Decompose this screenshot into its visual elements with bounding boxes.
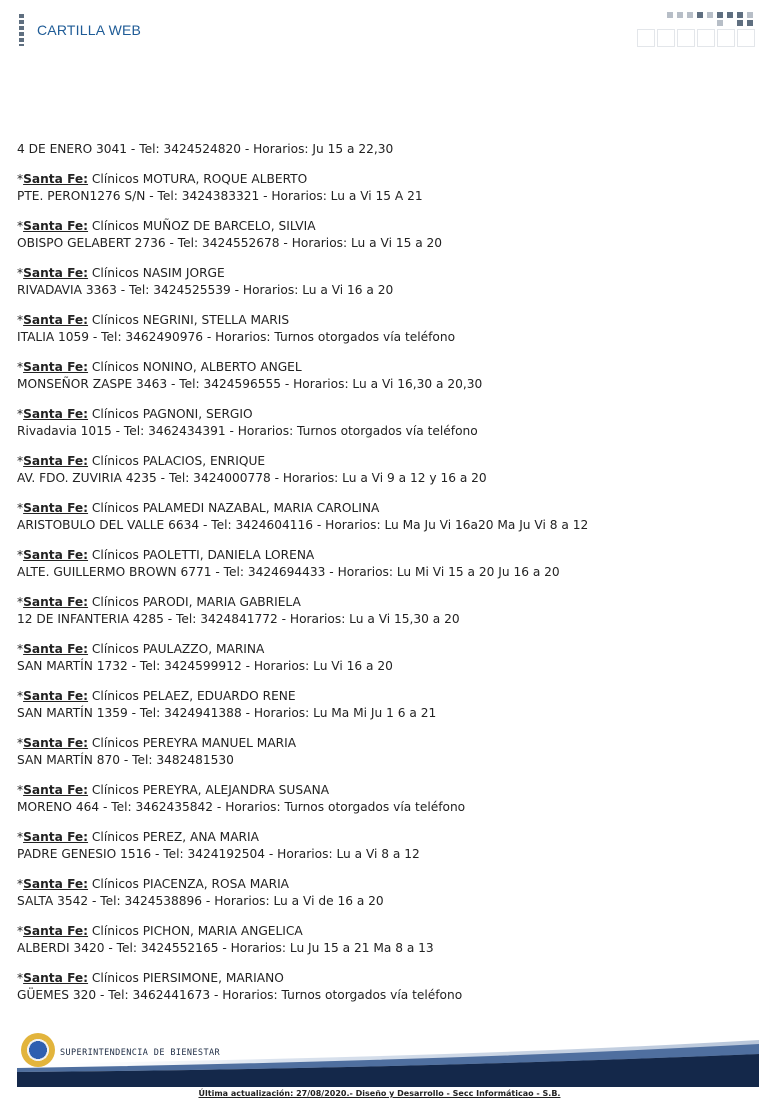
entry-bullet: * [17, 266, 24, 280]
entry-detail: RIVADAVIA 3363 - Tel: 3424525539 - Horarios: Lu a Vi 16 a 20 [17, 283, 394, 297]
entry-provider-name: PARODI, MARIA GABRIELA [142, 595, 301, 609]
entry-specialty: Clínicos [91, 454, 139, 468]
entry-heading [17, 876, 747, 893]
entry-bullet: * [17, 454, 24, 468]
entry-location: Santa Fe: [23, 595, 89, 609]
entry-heading [17, 453, 747, 470]
entry-location: Santa Fe: [23, 736, 89, 750]
entry-provider-name: PALAMEDI NAZABAL, MARIA CAROLINA [142, 501, 380, 515]
entry-bullet: * [17, 877, 24, 891]
entry-provider-name: PELAEZ, EDUARDO RENE [142, 689, 296, 703]
entry-location: Santa Fe: [23, 924, 89, 938]
entry-provider-name: PEREZ, ANA MARIA [142, 830, 259, 844]
entry-heading [17, 547, 747, 564]
entry-detail: ALTE. GUILLERMO BROWN 6771 - Tel: 3424694433 - Horarios: Lu Mi Vi 15 a 20 Ju 16 a 20 [17, 565, 560, 579]
page-title: CARTILLA WEB [37, 22, 142, 38]
entry-provider-name: PIACENZA, ROSA MARIA [142, 877, 290, 891]
entry-detail: 12 DE INFANTERIA 4285 - Tel: 3424841772 - Horarios: Lu a Vi 15,30 a 20 [17, 612, 460, 626]
entry-specialty: Clínicos [91, 313, 139, 327]
list-item [17, 547, 747, 581]
list-item [17, 641, 747, 675]
entry-specialty: Clínicos [91, 360, 139, 374]
entry-bullet: * [17, 501, 24, 515]
entry-provider-name: NEGRINI, STELLA MARIS [142, 313, 290, 327]
entry-detail: SALTA 3542 - Tel: 3424538896 - Horarios: Lu a Vi de 16 a 20 [17, 894, 384, 908]
entry-bullet: * [17, 360, 24, 374]
list-item [17, 218, 747, 252]
entry-heading [17, 594, 747, 611]
brand-bar-icon [19, 14, 24, 46]
list-item [17, 970, 747, 1004]
entry-heading [17, 641, 747, 658]
entry-detail: MONSEÑOR ZASPE 3463 - Tel: 3424596555 - Horarios: Lu a Vi 16,30 a 20,30 [17, 377, 483, 391]
entry-provider-name: PIERSIMONE, MARIANO [142, 971, 284, 985]
entry-location: Santa Fe: [23, 172, 89, 186]
entry-detail: PTE. PERON1276 S/N - Tel: 3424383321 - Horarios: Lu a Vi 15 A 21 [17, 189, 423, 203]
entry-location: Santa Fe: [23, 313, 89, 327]
entry-specialty: Clínicos [91, 172, 139, 186]
entry-location: Santa Fe: [23, 642, 89, 656]
entry-location: Santa Fe: [23, 877, 89, 891]
entry-location: Santa Fe: [23, 219, 89, 233]
entry-heading [17, 218, 747, 235]
entry-heading [17, 500, 747, 517]
entry-detail: GÜEMES 320 - Tel: 3462441673 - Horarios: Turnos otorgados vía teléfono [17, 988, 463, 1002]
list-item [17, 453, 747, 487]
entry-specialty: Clínicos [91, 736, 139, 750]
entry-location: Santa Fe: [23, 689, 89, 703]
entry-heading [17, 265, 747, 282]
entry-provider-name: PEREYRA, ALEJANDRA SUSANA [142, 783, 330, 797]
entry-bullet: * [17, 736, 24, 750]
entry-heading [17, 970, 747, 987]
entry-bullet: * [17, 642, 24, 656]
entry-provider-name: PALACIOS, ENRIQUE [142, 454, 266, 468]
list-item [17, 923, 747, 957]
list-item [17, 782, 747, 816]
entry-specialty: Clínicos [91, 971, 139, 985]
entry-specialty: Clínicos [91, 830, 139, 844]
footer-wave-graphic [17, 1030, 759, 1087]
page-header [0, 0, 759, 60]
entry-detail: AV. FDO. ZUVIRIA 4235 - Tel: 3424000778 - Horarios: Lu a Vi 9 a 12 y 16 a 20 [17, 471, 487, 485]
entry-provider-name: PAULAZZO, MARINA [142, 642, 265, 656]
entry-specialty: Clínicos [91, 924, 139, 938]
entry-specialty: Clínicos [91, 407, 139, 421]
entry-location: Santa Fe: [23, 971, 89, 985]
entry-bullet: * [17, 595, 24, 609]
entry-provider-name: NASIM JORGE [142, 266, 225, 280]
entry-location: Santa Fe: [23, 360, 89, 374]
list-item [17, 829, 747, 863]
list-item [17, 312, 747, 346]
entry-heading [17, 171, 747, 188]
list-item [17, 171, 747, 205]
provider-listing [17, 141, 747, 1017]
entry-specialty: Clínicos [91, 642, 139, 656]
entry-location: Santa Fe: [23, 454, 89, 468]
entry-heading [17, 312, 747, 329]
footer-update-text: Última actualización: 27/08/2020.- Diseño y Desarrollo - Secc Informáticao - S.B. [198, 1089, 561, 1098]
entry-detail: ALBERDI 3420 - Tel: 3424552165 - Horarios: Lu Ju 15 a 21 Ma 8 a 13 [17, 941, 434, 955]
entry-heading [17, 923, 747, 940]
entry-detail: OBISPO GELABERT 2736 - Tel: 3424552678 - Horarios: Lu a Vi 15 a 20 [17, 236, 443, 250]
entry-bullet: * [17, 172, 24, 186]
entry-specialty: Clínicos [91, 548, 139, 562]
entry-bullet: * [17, 783, 24, 797]
entry-specialty: Clínicos [91, 595, 139, 609]
entry-specialty: Clínicos [91, 219, 139, 233]
list-item [17, 265, 747, 299]
entry-bullet: * [17, 830, 24, 844]
entry-bullet: * [17, 548, 24, 562]
entry-provider-name: PAGNONI, SERGIO [142, 407, 253, 421]
footer-org-name: SUPERINTENDENCIA DE BIENESTAR [60, 1048, 221, 1058]
entry-heading [17, 735, 747, 752]
entry-provider-name: MOTURA, ROQUE ALBERTO [142, 172, 308, 186]
entry-bullet: * [17, 313, 24, 327]
entry-bullet: * [17, 924, 24, 938]
entry-provider-name: MUÑOZ DE BARCELO, SILVIA [142, 219, 316, 233]
entry-specialty: Clínicos [91, 783, 139, 797]
list-item [17, 594, 747, 628]
entry-location: Santa Fe: [23, 548, 89, 562]
entry-location: Santa Fe: [23, 407, 89, 421]
seal-logo-icon [21, 1033, 55, 1067]
entry-heading [17, 406, 747, 423]
entry-bullet: * [17, 219, 24, 233]
entry-bullet: * [17, 407, 24, 421]
entry-location: Santa Fe: [23, 501, 89, 515]
entry-heading [17, 782, 747, 799]
entry-location: Santa Fe: [23, 266, 89, 280]
entry-detail: ITALIA 1059 - Tel: 3462490976 - Horarios: Turnos otorgados vía teléfono [17, 330, 456, 344]
list-item [17, 359, 747, 393]
entry-provider-name: PAOLETTI, DANIELA LORENA [142, 548, 315, 562]
entry-detail: PADRE GENESIO 1516 - Tel: 3424192504 - Horarios: Lu a Vi 8 a 12 [17, 847, 420, 861]
entry-specialty: Clínicos [91, 689, 139, 703]
list-item [17, 735, 747, 769]
entry-bullet: * [17, 689, 24, 703]
entry-location: Santa Fe: [23, 830, 89, 844]
list-item [17, 406, 747, 440]
entry-specialty: Clínicos [91, 266, 139, 280]
entry-detail: SAN MARTÍN 1732 - Tel: 3424599912 - Horarios: Lu Vi 16 a 20 [17, 659, 393, 673]
footer-banner [17, 1030, 759, 1087]
entry-detail: MORENO 464 - Tel: 3462435842 - Horarios: Turnos otorgados vía teléfono [17, 800, 466, 814]
listing-continuation-line: 4 DE ENERO 3041 - Tel: 3424524820 - Horarios: Ju 15 a 22,30 [17, 142, 394, 156]
entry-specialty: Clínicos [91, 501, 139, 515]
entry-location: Santa Fe: [23, 783, 89, 797]
entry-heading [17, 359, 747, 376]
entry-heading [17, 829, 747, 846]
entry-detail: Rivadavia 1015 - Tel: 3462434391 - Horarios: Turnos otorgados vía teléfono [17, 424, 478, 438]
entry-list [17, 171, 747, 1004]
entry-provider-name: PICHON, MARIA ANGELICA [142, 924, 303, 938]
entry-detail: ARISTOBULO DEL VALLE 6634 - Tel: 3424604116 - Horarios: Lu Ma Ju Vi 16a20 Ma Ju Vi 8 a 12 [17, 518, 589, 532]
entry-specialty: Clínicos [91, 877, 139, 891]
entry-detail: SAN MARTÍN 870 - Tel: 3482481530 [17, 753, 234, 767]
entry-bullet: * [17, 971, 24, 985]
list-item [17, 688, 747, 722]
list-item [17, 876, 747, 910]
entry-provider-name: NONINO, ALBERTO ANGEL [142, 360, 302, 374]
entry-detail: SAN MARTÍN 1359 - Tel: 3424941388 - Horarios: Lu Ma Mi Ju 1 6 a 21 [17, 706, 437, 720]
entry-heading [17, 688, 747, 705]
entry-provider-name: PEREYRA MANUEL MARIA [142, 736, 297, 750]
header-decoration [637, 12, 759, 46]
list-item [17, 500, 747, 534]
